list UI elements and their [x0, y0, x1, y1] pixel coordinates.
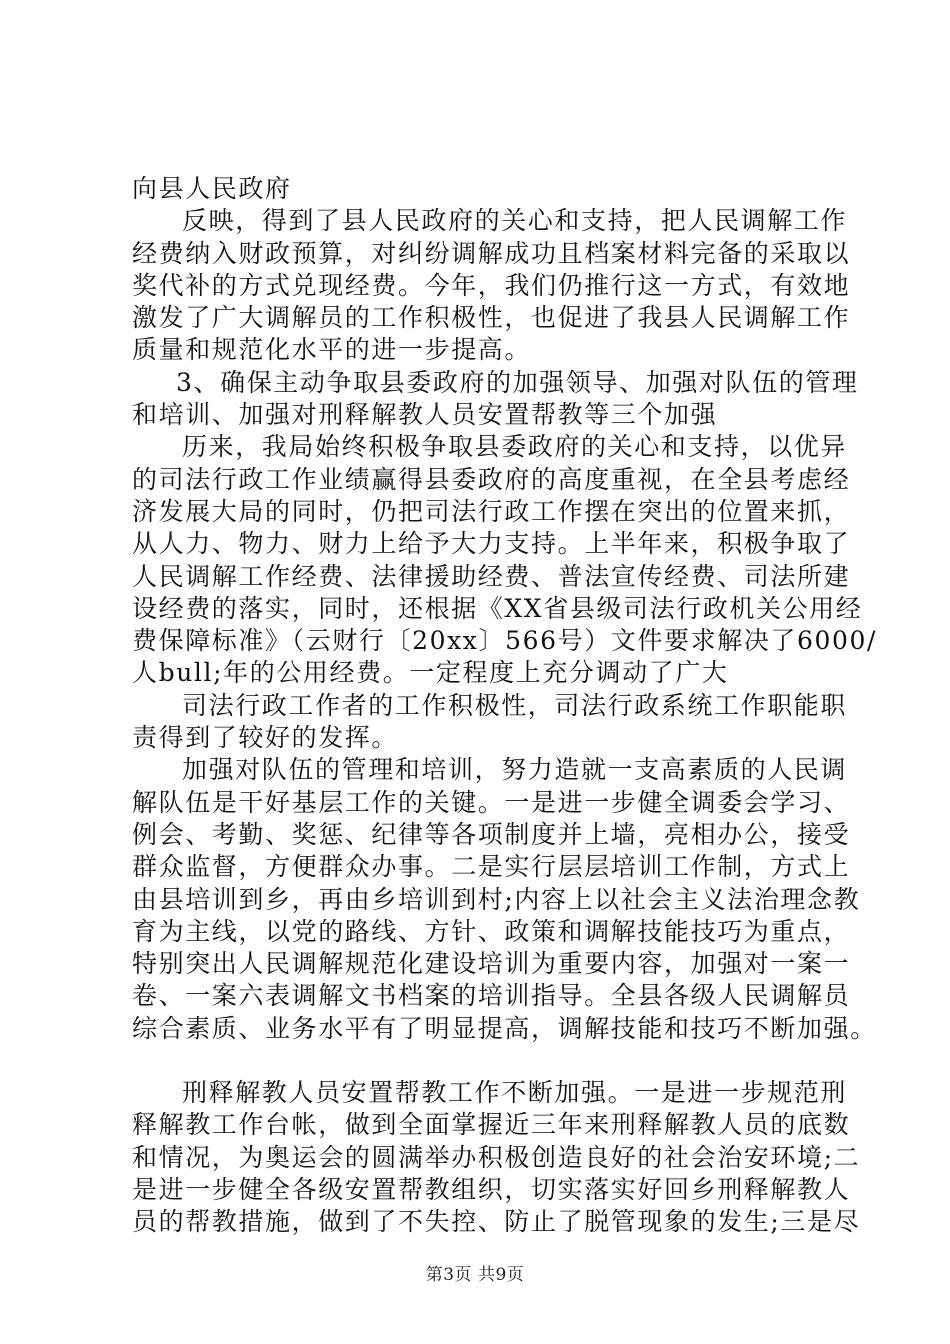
text-line: 设经费的落实，同时，还根据《XX省县级司法行政机关公用经 — [132, 593, 863, 623]
text-line: 释解教工作台帐，做到全面掌握近三年来刑释解教人员的底数 — [132, 1110, 851, 1140]
text-line: 质量和规范化水平的进一步提高。 — [132, 335, 532, 365]
paragraph-gap — [132, 1045, 850, 1077]
text-line: 员的帮教措施，做到了不失控、防止了脱管现象的发生;三是尽 — [132, 1207, 861, 1237]
text-line: 司法行政工作者的工作积极性，司法行政系统工作职能职 — [182, 690, 848, 720]
document-body — [132, 173, 878, 1239]
text-line: 例会、考勤、奖惩、纪律等各项制度并上墙，亮相办公，接受 — [132, 819, 851, 849]
text-line: 向县人民政府 — [132, 174, 292, 203]
text-line: 人民调解工作经费、法律援助经费、普法宣传经费、司法所建 — [132, 561, 851, 591]
text-line: 奖代补的方式兑现经费。今年，我们仍推行这一方式，有效地 — [132, 270, 851, 300]
text-line: 历来，我局始终积极争取县委政府的关心和支持，以优异 — [182, 432, 848, 462]
text-line: 经费纳入财政预算，对纠纷调解成功且档案材料完备的采取以 — [132, 238, 851, 268]
text-line: 和情况，为奥运会的圆满举办积极创造良好的社会治安环境;二 — [132, 1142, 861, 1172]
text-line: 刑释解教人员安置帮教工作不断加强。一是进一步规范刑 — [182, 1078, 848, 1108]
text-line: 济发展大局的同时，仍把司法行政工作摆在突出的位置来抓， — [132, 496, 851, 526]
text-line: 费保障标准》（云财行〔20xx〕566号）文件要求解决了6000/ — [132, 626, 878, 656]
text-line: 激发了广大调解员的工作积极性，也促进了我县人民调解工作 — [132, 303, 851, 333]
text-line: 特别突出人民调解规范化建设培训为重要内容，加强对一案一 — [132, 949, 851, 979]
text-line: 由县培训到乡，再由乡培训到村;内容上以社会主义法治理念教 — [132, 884, 861, 914]
text-line: 从人力、物力、财力上给予大力支持。上半年来，积极争取了 — [132, 529, 851, 559]
text-line: 责得到了较好的发挥。 — [132, 723, 399, 753]
text-line: 是进一步健全各级安置帮教组织，切实落实好回乡刑释解教人 — [132, 1174, 851, 1204]
text-line: 群众监督，方便群众办事。二是实行层层培训工作制，方式上 — [132, 852, 851, 882]
text-line: 加强对队伍的管理和培训，努力造就一支高素质的人民调 — [182, 755, 848, 785]
text-line: 3、确保主动争取县委政府的加强领导、加强对队伍的管理 — [176, 367, 859, 397]
text-line: 人bull;年的公用经费。一定程度上充分调动了广大 — [132, 658, 729, 688]
text-line: 反映，得到了县人民政府的关心和支持，把人民调解工作 — [182, 206, 848, 236]
text-line: 卷、一案六表调解文书档案的培训指导。全县各级人民调解员 — [132, 981, 851, 1011]
text-line: 育为主线，以党的路线、方针、政策和调解技能技巧为重点， — [132, 916, 851, 946]
text-line: 和培训、加强对刑释解教人员安置帮教等三个加强 — [132, 400, 718, 430]
page-number-footer: 第3页 共9页 — [425, 1265, 525, 1285]
text-line: 的司法行政工作业绩赢得县委政府的高度重视，在全县考虑经 — [132, 464, 851, 494]
text-line: 解队伍是干好基层工作的关键。一是进一步健全调委会学习、 — [132, 787, 851, 817]
text-line: 综合素质、业务水平有了明显提高，调解技能和技巧不断加强。 — [132, 1013, 877, 1043]
